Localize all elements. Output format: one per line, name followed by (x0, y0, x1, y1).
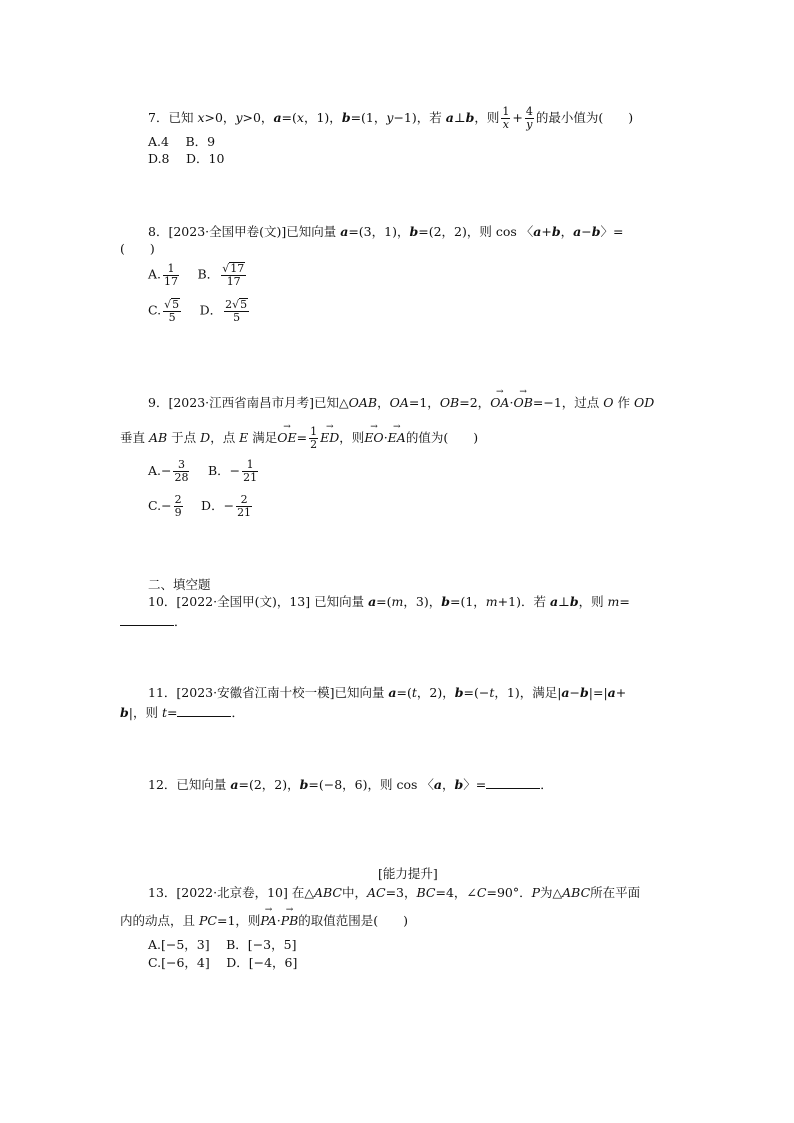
section-advanced-title: [能力提升] (378, 866, 438, 881)
q11-stem: 11．[2023·安徽省江南十校一模]已知向量 a=(t，2)，b=(−t，1)，满足|a−b|=|a+ (148, 685, 627, 700)
q12-answer-blank[interactable] (486, 776, 540, 789)
q7-option-a: A.4 (148, 134, 169, 149)
q10-answer-blank[interactable]: ． (120, 613, 187, 630)
q9-options-row2: C.− $\frac{2}{9}$ D．− $\frac{2}{21}$ (148, 493, 252, 519)
q9-stem: 9．[2023·江西省南昌市月考]已知△OAB，OA=1，OB=2，→ OA·→ OB=−1，过点 O 作 OD (148, 395, 654, 411)
q7-options-row1 (148, 134, 215, 150)
q11-answer-blank[interactable] (177, 704, 231, 717)
section-fill-in-title: 二、填空题 (148, 577, 211, 592)
q10-stem: 10．[2022·全国甲(文)，13] 已知向量 a=(m，3)，b=(1，m+1)．若 a⊥b，则 m= (148, 594, 630, 609)
q12-stem: 12．已知向量 a=(2，2)，b=(−8，6)，则 cos 〈a，b〉= ． (148, 777, 553, 792)
q8-stem: 8．[2023·全国甲卷(文)]已知向量 a=(3，1)，b=(2，2)，则 cos 〈a+b，a−b〉= (148, 224, 624, 239)
q13-option-d: D．[−4，6] (226, 955, 298, 970)
q7-options-row2 (148, 151, 224, 167)
q9-stem-cont: 垂直 AB 于点 D，点 E 满足→ OE= $\frac{1}{2}$ → ED，则→ EO·→ EA的值为( ) (120, 426, 478, 451)
q13-stem-cont: 内的动点，且 PC=1，则→ PA·→ PB的取值范围是( ) (120, 913, 408, 929)
q7-stem: 7．已知 x>0，y>0，a=(x，1)，b=(1，y−1)，若 a⊥b，则 $\frac{1}{x}$ + $\frac{4}{y}$ 的最小值为( ) (148, 105, 634, 131)
q7-option-d: D．10 (186, 151, 225, 166)
q7-option-b: B．9 (185, 134, 216, 149)
q13-option-b: B．[−3，5] (226, 937, 297, 952)
q13-option-c: C.[−6，4] (148, 955, 210, 970)
q13-options-row2 (148, 955, 297, 971)
q9-options-row1: A.− $\frac{3}{28}$ B．− $\frac{1}{21}$ (148, 458, 258, 484)
q8-options-row2: C. $\frac{√5}{5}$ D． $\frac{2√5}{5}$ (148, 298, 248, 324)
q13-option-a: A.[−5，3] (148, 937, 210, 952)
q13-options-row1 (148, 937, 296, 953)
q13-stem: 13．[2022·北京卷，10] 在△ABC中，AC=3，BC=4，∠C=90°．P为△ABC所在平面 (148, 885, 641, 900)
q7-option-c: D.8 (148, 151, 170, 166)
q11-stem-cont: b|，则 t= ． (120, 705, 244, 720)
q8-options-row1: A. $\frac{1}{17}$ B． $\frac{√17}{17}$ (148, 261, 245, 288)
q8-stem-cont: ( ) (120, 241, 155, 256)
